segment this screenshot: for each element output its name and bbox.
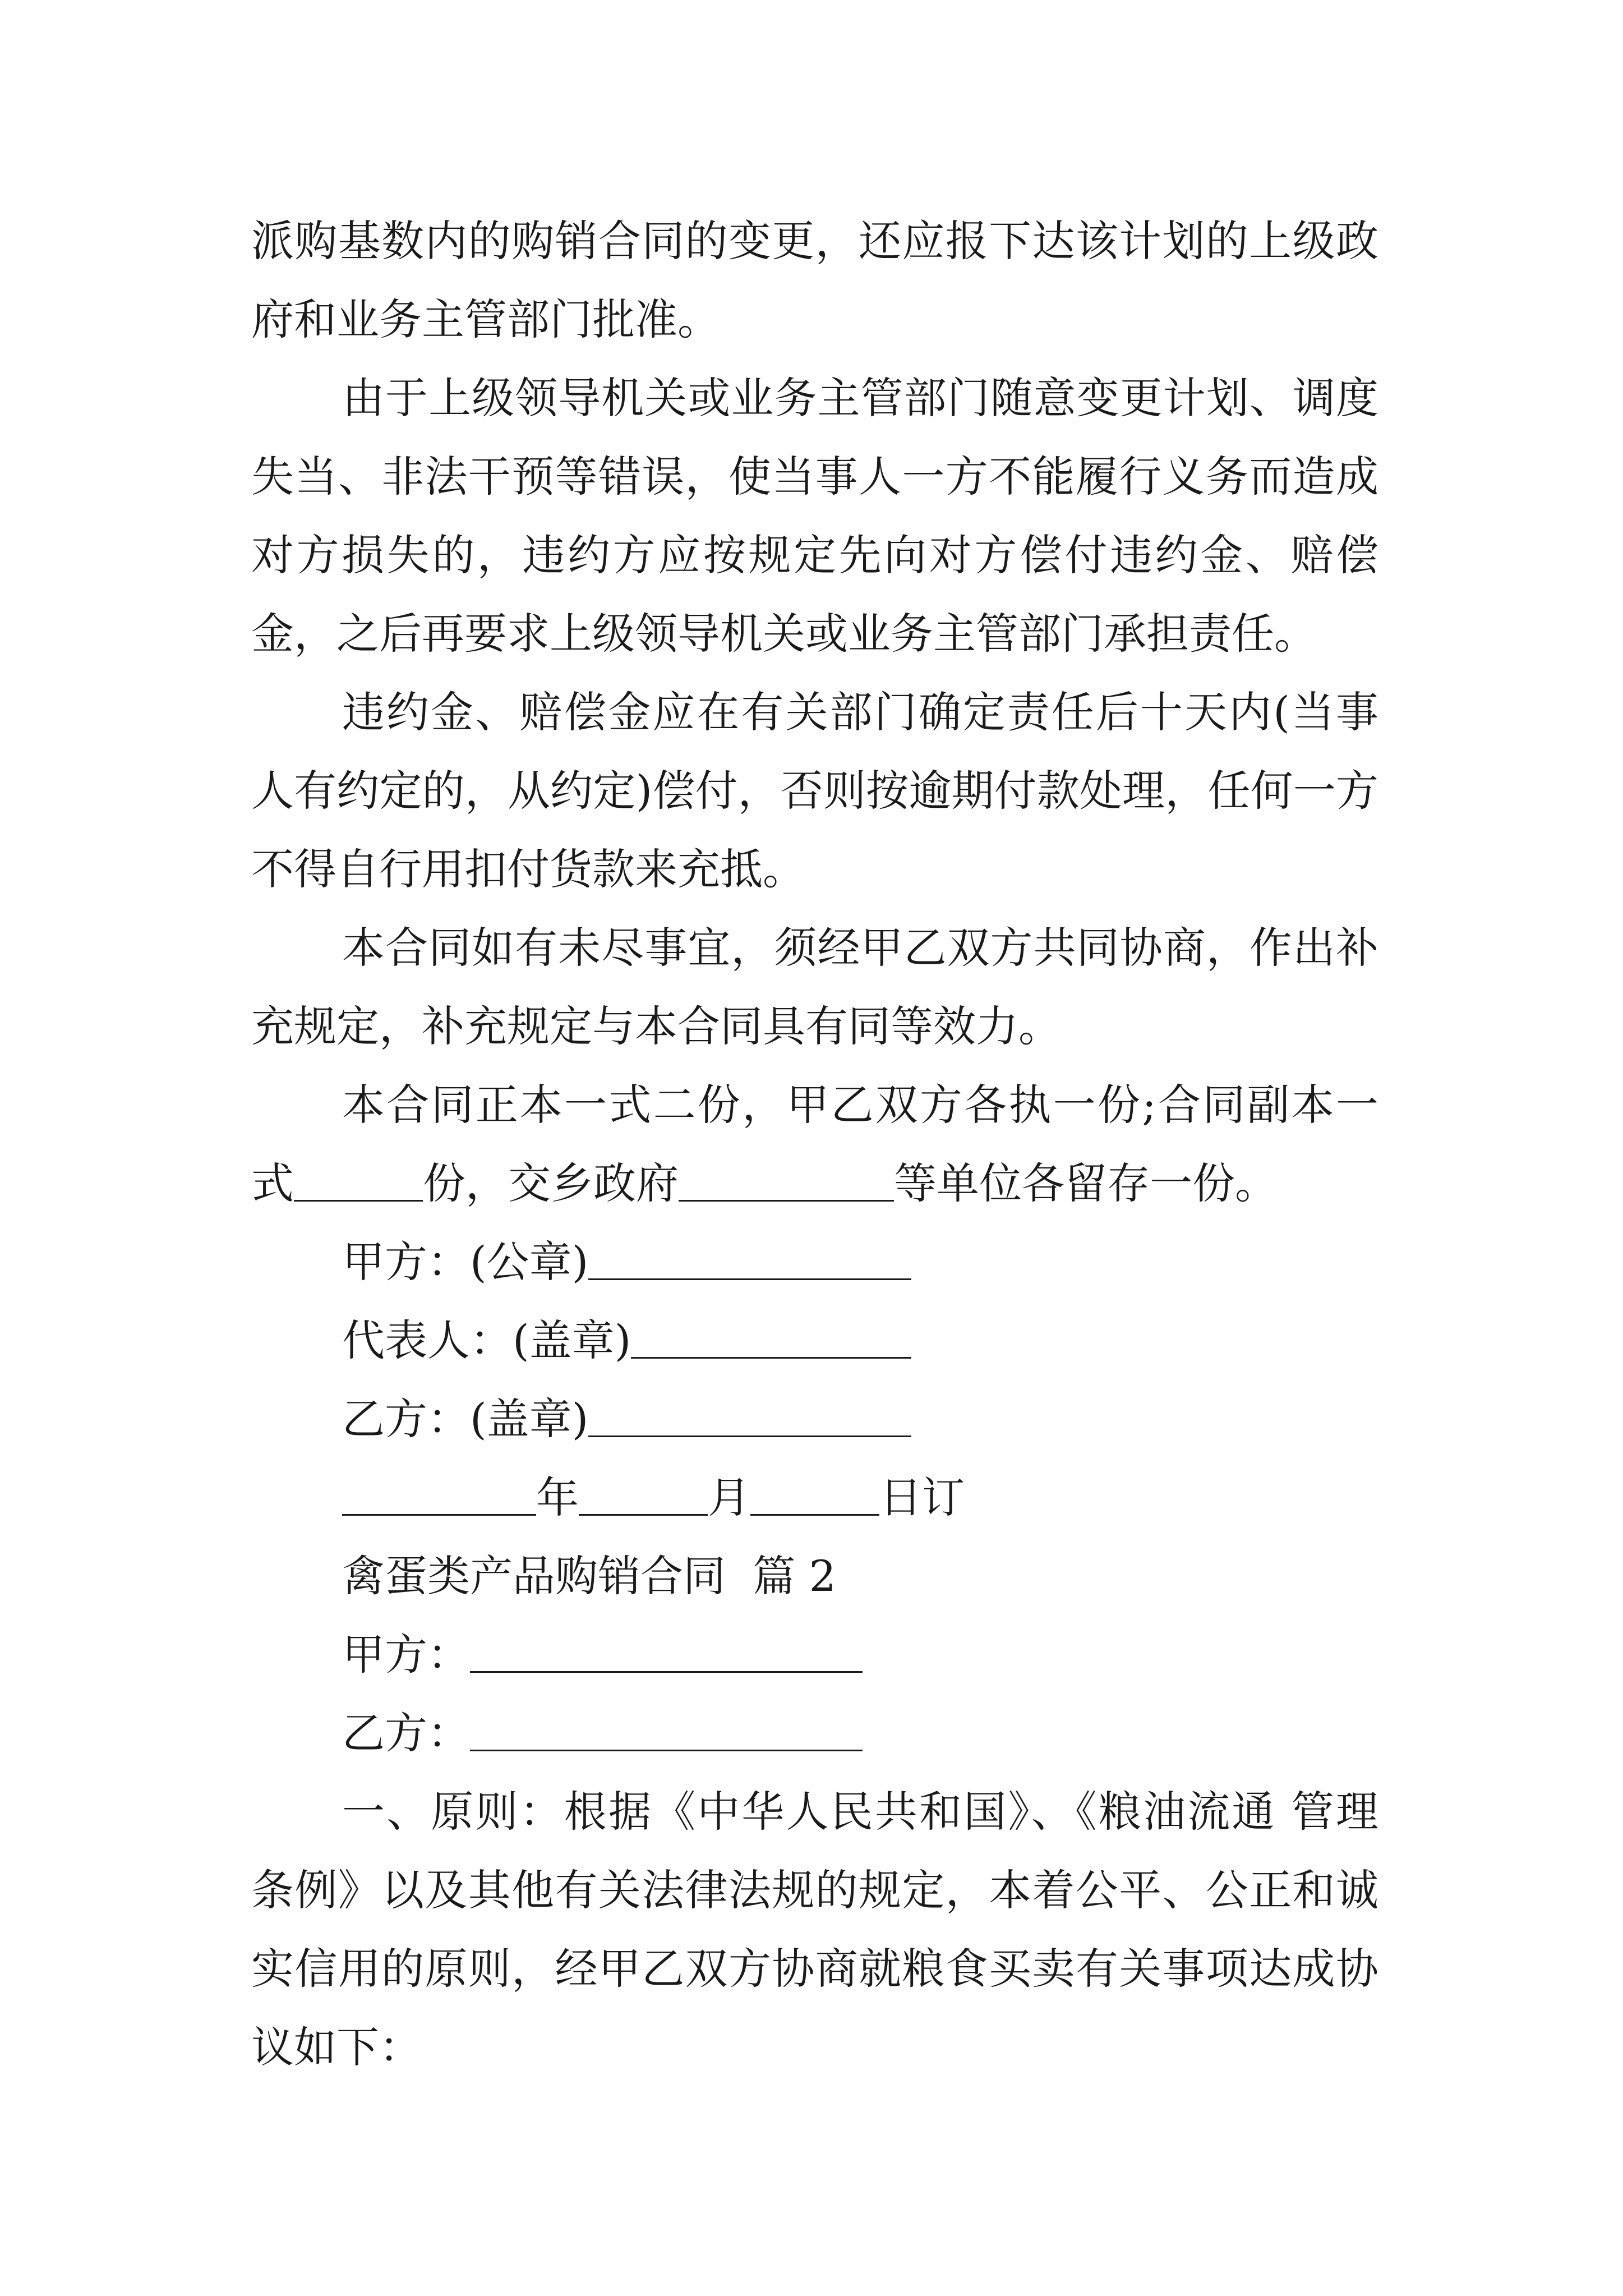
day-blank	[750, 1478, 879, 1516]
paragraph-change-approval: 派购基数内的购销合同的变更，还应报下达该计划的上级政府和业务主管部门批准。	[251, 216, 1378, 344]
signing-date	[251, 1458, 1378, 1537]
section2-party-a	[251, 1616, 1378, 1694]
month-label: 月	[708, 1473, 750, 1522]
signature-party-b	[251, 1380, 1378, 1458]
month-blank	[579, 1478, 708, 1516]
representative-seal-blank	[631, 1321, 911, 1359]
paragraph-supplementary: 本合同如有未尽事宜，须经甲乙双方共同协商，作出补充规定，补充规定与本合同具有同等效力。	[251, 923, 1378, 1051]
paragraph-penalty-payment: 违约金、赔偿金应在有关部门确定责任后十天内(当事人有约定的，从约定)偿付，否则按逾期付款处理，任何一方不得自行用扣付货款来充抵。	[251, 687, 1378, 894]
representative-seal-label: 代表人：(盖章)	[342, 1315, 631, 1365]
section2-party-a-blank	[470, 1635, 863, 1673]
paragraph-liability: 由于上级领导机关或业务主管部门随意变更计划、调度失当、非法干预等错误，使当事人一方不能履行义务而造成对方损失的，违约方应按规定先向对方偿付违约金、赔偿金，之后再要求上级领导机关或业务主管部门承担责任。	[251, 373, 1378, 659]
section2-party-b-blank	[470, 1714, 863, 1751]
signature-party-a	[251, 1223, 1378, 1301]
section2-title: 禽蛋类产品购销合同 篇 2	[342, 1551, 836, 1601]
section2-principle: 一、原则：根据《中华人民共和国》、《粮油流通 管理条例》以及其他有关法律法规的规定，本着公平、公正和诚实信用的原则，经甲乙双方协商就粮食买卖有关事项达成协议如下：	[251, 1787, 1378, 2072]
copies-count-blank	[294, 1164, 423, 1202]
party-b-seal-label: 乙方：(盖章)	[342, 1394, 589, 1444]
section2-party-b	[251, 1694, 1378, 1773]
day-label: 日订	[879, 1473, 965, 1522]
section2-party-b-label: 乙方：	[342, 1708, 470, 1758]
party-a-seal-blank	[588, 1243, 911, 1280]
section2-party-a-label: 甲方：	[342, 1630, 470, 1680]
year-label: 年	[536, 1473, 579, 1522]
document-page	[251, 202, 1378, 2087]
township-blank	[679, 1164, 894, 1202]
paragraph-copies	[251, 1066, 1378, 1223]
copies-text-c: 等单位各留存一份。	[894, 1158, 1278, 1208]
year-blank	[342, 1478, 536, 1516]
copies-text-a: 本合同正本一式二份，甲乙双方各执一份;合同副本一式	[251, 1080, 1378, 1208]
party-a-seal-label: 甲方：(公章)	[342, 1237, 589, 1287]
copies-text-b: 份，交乡政府	[423, 1158, 679, 1208]
party-b-seal-blank	[588, 1400, 911, 1437]
signature-representative	[251, 1301, 1378, 1380]
